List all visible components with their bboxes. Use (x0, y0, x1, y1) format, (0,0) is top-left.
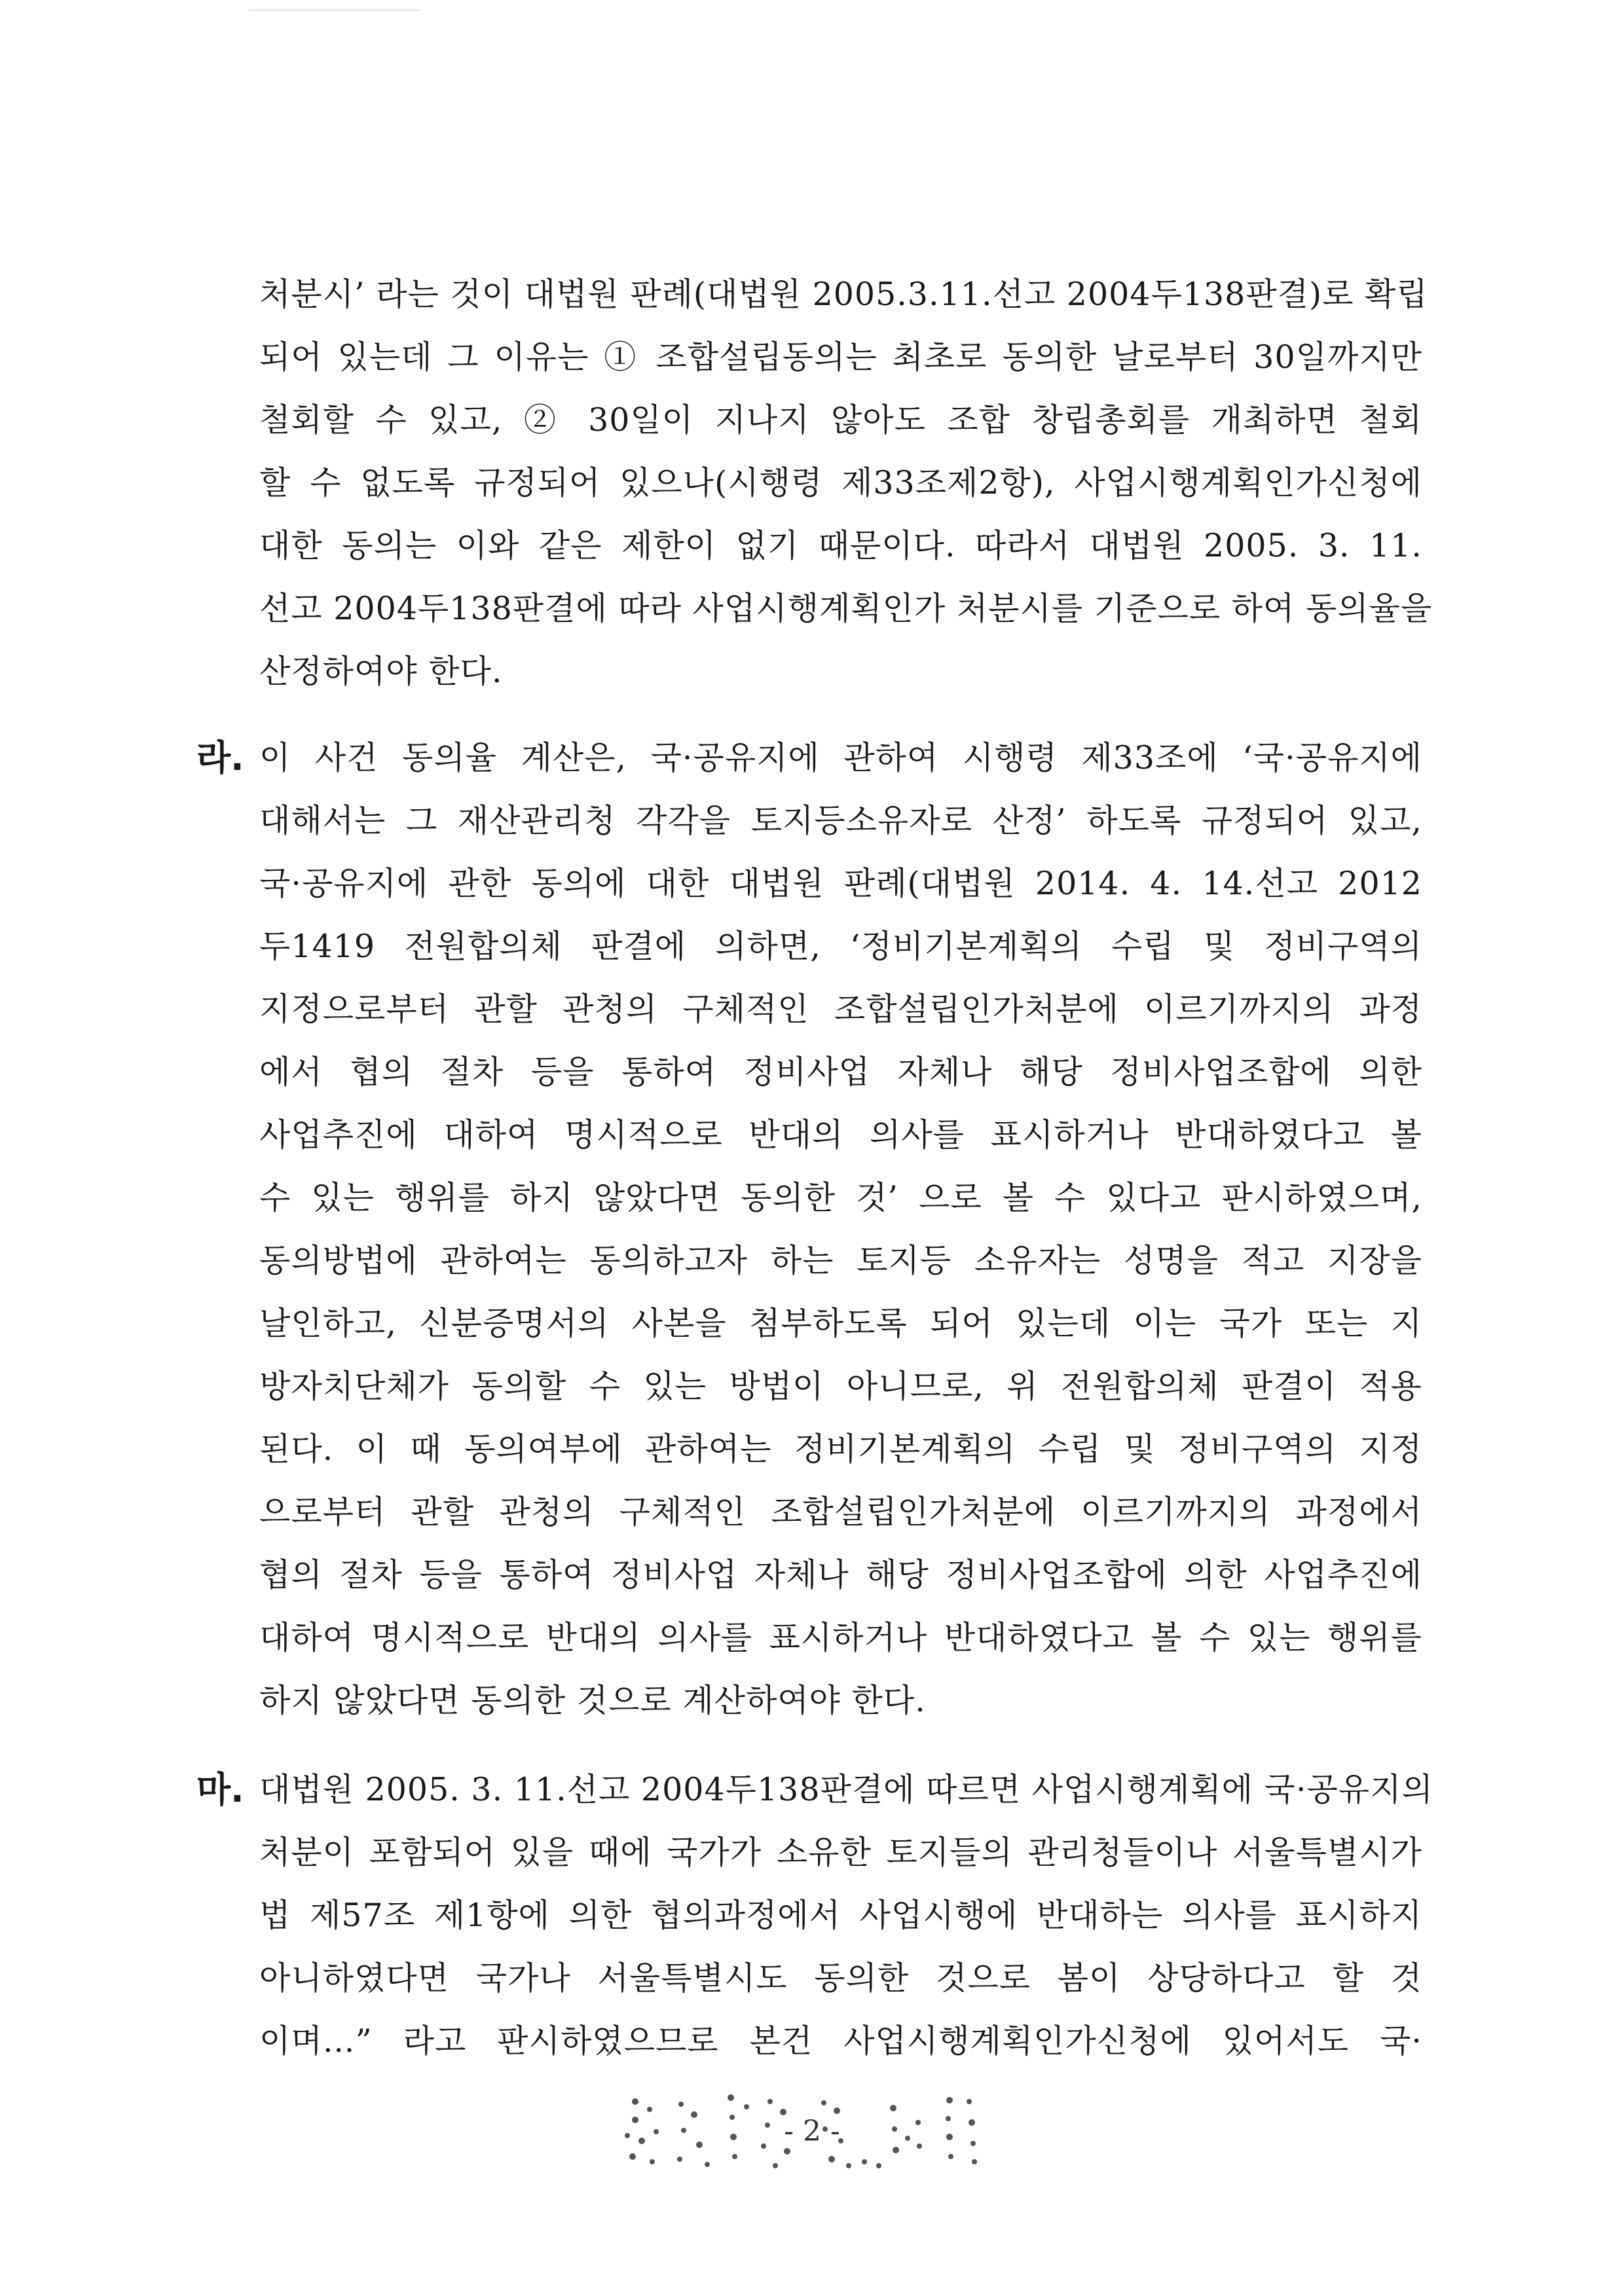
text-line: 이 사건 동의율 계산은, 국·공유지에 관하여 시행령 제33조에 ‘국·공유지에 (259, 739, 1422, 776)
text-line: 사업추진에 대하여 명시적으로 반대의 의사를 표시하거나 반대하였다고 볼 (259, 1116, 1422, 1154)
text-line: 방자치단체가 동의할 수 있는 방법이 아니므로, 위 전원합의체 판결이 적용 (259, 1368, 1422, 1405)
text-line: 수 있는 행위를 하지 않았다면 동의한 것’ 으로 볼 수 있다고 판시하였으며, (259, 1179, 1422, 1216)
text-line: 아니하였다면 국가나 서울특별시도 동의한 것으로 봄이 상당하다고 할 것 (259, 1959, 1422, 1997)
text-line: 협의 절차 등을 통하여 정비사업 자체나 해당 정비사업조합에 의한 사업추진에 (259, 1556, 1422, 1594)
page-number: - 2 - (784, 2115, 840, 2148)
paragraph-ma (259, 1758, 1433, 2073)
text-line: 에서 협의 절차 등을 통하여 정비사업 자체나 해당 정비사업조합에 의한 (259, 1053, 1422, 1091)
text-line: 선고 2004두138판결에 따라 사업시행계획인가 처분시를 기준으로 하여 동의율을 (259, 590, 1433, 627)
scan-artifact (249, 9, 419, 11)
text-line: 처분시’ 라는 것이 대법원 판례(대법원 2005.3.11.선고 2004두138판결)로 확립 (259, 276, 1428, 313)
text-line: 두1419 전원합의체 판결에 의하면, ‘정비기본계획의 수립 및 정비구역의 (259, 928, 1422, 965)
section-marker-ra: 라. (196, 737, 244, 778)
text-line: 국·공유지에 관한 동의에 대한 대법원 판례(대법원 2014. 4. 14.선고 2012 (259, 865, 1422, 902)
text-line: 법 제57조 제1항에 의한 협의과정에서 사업시행에 반대하는 의사를 표시하지 (259, 1897, 1422, 1934)
text-line: 동의방법에 관하여는 동의하고자 하는 토지등 소유자는 성명을 적고 지장을 (259, 1242, 1422, 1279)
text-line: 되어 있는데 그 이유는 ① 조합설립동의는 최초로 동의한 날로부터 30일까지만 (259, 338, 1422, 376)
section-marker-ma: 마. (196, 1769, 244, 1810)
text-line: 대한 동의는 이와 같은 제한이 없기 때문이다. 따라서 대법원 2005. 3. 11. (259, 527, 1422, 564)
text-line: 대해서는 그 재산관리청 각각을 토지등소유자로 산정’ 하도록 규정되어 있고, (259, 802, 1422, 839)
paragraph-ra (259, 727, 1422, 1732)
text-line: 지정으로부터 관할 관청의 구체적인 조합설립인가처분에 이르기까지의 과정 (259, 991, 1422, 1028)
text-line: 된다. 이 때 동의여부에 관하여는 정비기본계획의 수립 및 정비구역의 지정 (259, 1430, 1422, 1468)
text-line: 대법원 2005. 3. 11.선고 2004두138판결에 따르면 사업시행계획에 국·공유지의 (259, 1771, 1433, 1808)
text-line: 날인하고, 신분증명서의 사본을 첨부하도록 되어 있는데 이는 국가 또는 지 (259, 1305, 1422, 1342)
text-line: 할 수 없도록 규정되어 있으나(시행령 제33조제2항), 사업시행계획인가신청에 (259, 464, 1422, 501)
page-footer (616, 2088, 1008, 2174)
paragraph-continuation (259, 263, 1433, 703)
text-line: 철회할 수 있고, ② 30일이 지나지 않아도 조합 창립총회를 개최하면 철회 (259, 401, 1422, 439)
text-line: 으로부터 관할 관청의 구체적인 조합설립인가처분에 이르기까지의 과정에서 (259, 1493, 1422, 1531)
text-line: 이며…” 라고 판시하였으므로 본건 사업시행계획인가신청에 있어서도 국· (259, 2022, 1422, 2060)
text-line: 산정하여야 한다. (259, 653, 503, 690)
text-line: 하지 않았다면 동의한 것으로 계산하여야 한다. (259, 1682, 926, 1719)
text-line: 처분이 포함되어 있을 때에 국가가 소유한 토지들의 관리청들이나 서울특별시가 (259, 1834, 1422, 1871)
text-line: 대하여 명시적으로 반대의 의사를 표시하거나 반대하였다고 볼 수 있는 행위를 (259, 1619, 1422, 1656)
